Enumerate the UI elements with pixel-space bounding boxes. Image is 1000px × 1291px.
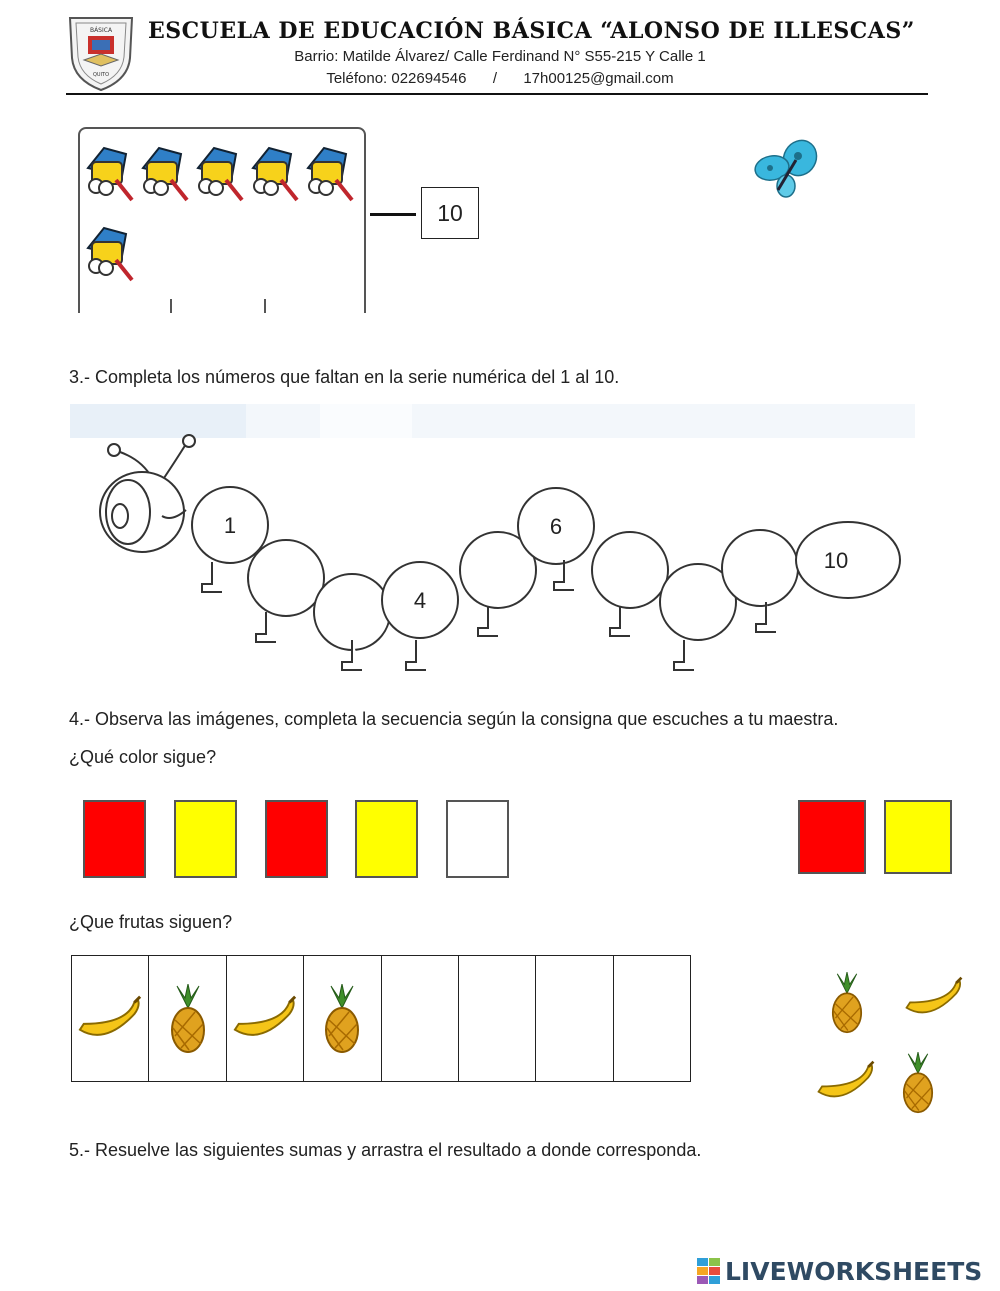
caterpillar-leg	[478, 606, 498, 636]
brand-text: LIVEWORKSHEETS	[725, 1256, 983, 1286]
fruit-cell	[227, 956, 304, 1081]
stamp-icon	[192, 142, 248, 206]
fruit-cell	[149, 956, 226, 1081]
header-divider	[66, 93, 928, 95]
color-square	[83, 800, 146, 878]
segment-number: 4	[413, 588, 427, 613]
phone-text: Teléfono: 022694546	[326, 70, 467, 87]
color-prompt: ¿Qué color sigue?	[69, 747, 217, 767]
caterpillar-leg	[674, 640, 694, 670]
caterpillar-segment[interactable]	[248, 540, 324, 616]
banana-icon[interactable]	[903, 974, 965, 1027]
stamp-icon	[247, 142, 303, 206]
stamp-icon	[82, 222, 138, 286]
caterpillar-segment[interactable]	[592, 532, 668, 608]
color-square	[265, 800, 328, 878]
school-code: 17h00125@gmail.com	[523, 70, 674, 87]
caterpillar-leg	[406, 640, 426, 670]
address-text: Barrio: Matilde Álvarez/ Calle Ferdinand N° S55-215 Y Calle 1	[294, 48, 706, 65]
fruit-sequence-table	[71, 955, 691, 1082]
caterpillar-leg	[256, 612, 276, 642]
box-tick	[170, 299, 172, 313]
pineapple-icon[interactable]	[822, 972, 872, 1039]
school-name: ESCUELA DE EDUCACIÓN BÁSICA “ALONSO DE ILLESCAS”	[148, 18, 915, 44]
fruit-answer-slot[interactable]	[459, 956, 536, 1081]
pineapple-icon[interactable]	[893, 1052, 943, 1119]
liveworksheets-brand[interactable]	[697, 1255, 982, 1287]
color-square	[174, 800, 237, 878]
stamp-icon	[82, 142, 138, 206]
connector-line	[370, 213, 416, 216]
caterpillar-leg	[202, 562, 222, 592]
box-tick	[264, 299, 266, 313]
question-4-text: 4.- Observa las imágenes, completa la secuencia según la consigna que escuches a tu maestra.	[69, 709, 839, 729]
caterpillar-segment[interactable]	[314, 574, 390, 650]
fruit-answer-slot[interactable]	[536, 956, 613, 1081]
school-address	[0, 48, 1000, 65]
caterpillar-segment[interactable]	[722, 530, 798, 606]
color-square	[355, 800, 418, 878]
contact-separator: /	[492, 70, 497, 87]
fruit-answer-slot[interactable]	[382, 956, 459, 1081]
fruit-cell	[304, 956, 381, 1081]
stamp-icon	[137, 142, 193, 206]
segment-number: 1	[223, 513, 237, 538]
draggable-color-option[interactable]	[798, 800, 866, 874]
question-5-text: 5.- Resuelve las siguientes sumas y arrastra el resultado a donde corresponda.	[69, 1140, 702, 1160]
liveworksheets-logo-icon	[697, 1258, 721, 1284]
svg-text:BÁSICA: BÁSICA	[89, 27, 113, 34]
stamp-icon	[302, 142, 358, 206]
count-answer-box[interactable]: 10	[421, 187, 479, 239]
svg-text:QUITO: QUITO	[92, 72, 110, 78]
draggable-color-option[interactable]	[884, 800, 952, 874]
fruit-answer-slot[interactable]	[614, 956, 690, 1081]
caterpillar-leg	[610, 606, 630, 636]
caterpillar-diagram	[90, 430, 920, 690]
segment-number: 10	[823, 548, 849, 573]
color-answer-slot[interactable]	[446, 800, 509, 878]
banana-icon[interactable]	[815, 1058, 877, 1111]
fruit-cell	[72, 956, 149, 1081]
question-3-text: 3.- Completa los números que faltan en la serie numérica del 1 al 10.	[69, 367, 620, 387]
segment-number: 6	[549, 514, 563, 539]
fruit-prompt: ¿Que frutas siguen?	[69, 912, 233, 932]
butterfly-icon	[748, 138, 820, 202]
contact-line	[0, 70, 1000, 87]
